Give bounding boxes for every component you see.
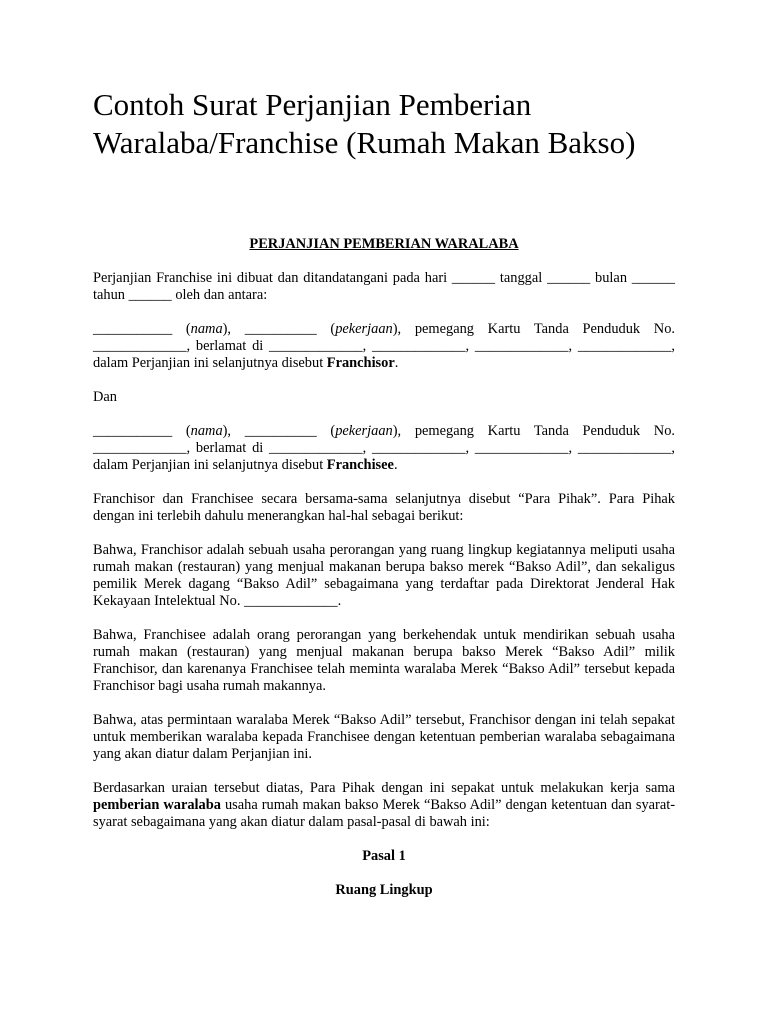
bahwa-paragraph-3: Bahwa, atas permintaan waralaba Merek “Bakso Adil” tersebut, Franchisor dengan ini telah sepakat untuk memberikan waralaba kepada Franchisee dengan ketentuan pemberian waralaba sebagaimana yang akan diatur dalam Perjanjian ini. (93, 712, 675, 762)
pasal-number: Pasal 1 (362, 848, 406, 864)
franchisor-role: Franchisor (326, 355, 395, 371)
name-blank: ___________ (93, 321, 173, 337)
document-body (93, 236, 675, 899)
pemberian-waralaba-bold: pemberian waralaba (93, 797, 221, 813)
intro-paragraph: Perjanjian Franchise ini dibuat dan ditandatangani pada hari ______ tanggal ______ bulan ______ tahun ______ oleh dan antara: (93, 270, 675, 303)
pekerjaan-label: pekerjaan (335, 423, 393, 439)
party-details: , pemegang Kartu Tanda Penduduk No. _____________, berlamat di _____________, _____________, _____________, _____________, dalam Perjanjian ini selanjutnya disebut (93, 321, 675, 371)
party-franchisor-paragraph: ___________ (nama), __________ (pekerjaan), pemegang Kartu Tanda Penduduk No. _____________, berlamat di _____________, _____________, _____________, _____________, dalam Perjanjian ini selanjutnya disebut Franchisor. (93, 321, 675, 371)
pekerjaan-label: pekerjaan (335, 321, 393, 337)
franchisee-role: Franchisee (326, 457, 394, 473)
pasal-title: Ruang Lingkup (335, 882, 433, 898)
job-blank: __________ (244, 423, 317, 439)
dan-text: Dan (93, 389, 117, 405)
berdasarkan-text-a: Berdasarkan uraian tersebut diatas, Para Pihak dengan ini sepakat untuk melakukan kerja sama (93, 780, 675, 796)
berdasarkan-text-b: usaha rumah makan bakso Merek “Bakso Adil” dengan ketentuan dan syarat-syarat sebagaimana yang akan diatur dalam pasal-pasal di bawah ini: (93, 797, 676, 830)
party-franchisee-paragraph: ___________ (nama), __________ (pekerjaan), pemegang Kartu Tanda Penduduk No. _____________, berlamat di _____________, _____________, _____________, _____________, dalam Perjanjian ini selanjutnya disebut Franchisee. (93, 423, 675, 473)
berdasarkan-paragraph (93, 780, 675, 831)
nama-label: nama (190, 321, 223, 337)
page-title: Contoh Surat Perjanjian Pemberian Waralaba/Franchise (Rumah Makan Bakso) (93, 87, 636, 160)
para-pihak-paragraph: Franchisor dan Franchisee secara bersama-sama selanjutnya disebut “Para Pihak”. Para Pihak dengan ini terlebih dahulu menerangkan hal-hal sebagai berikut: (93, 491, 675, 524)
bahwa-paragraph-1: Bahwa, Franchisor adalah sebuah usaha perorangan yang ruang lingkup kegiatannya meliputi usaha rumah makan (restauran) yang menjual makanan berupa bakso merek “Bakso Adil”, dan sekaligus pemilik Merek dagang “Bakso Adil” sebagaimana yang terdaftar pada Direktorat Jenderal Hak Kekayaan Intelektual No. _____________. (93, 542, 675, 609)
agreement-heading: PERJANJIAN PEMBERIAN WARALABA (249, 236, 519, 252)
name-blank: ___________ (93, 423, 173, 439)
job-blank: __________ (244, 321, 317, 337)
bahwa-paragraph-2: Bahwa, Franchisee adalah orang perorangan yang berkehendak untuk mendirikan sebuah usaha rumah makan (restauran) yang menjual makanan berupa bakso Merek “Bakso Adil” milik Franchisor, dan karenanya Franchisee telah meminta waralaba Merek “Bakso Adil” tersebut kepada Franchisor bagi usaha rumah makannya. (93, 627, 675, 694)
nama-label: nama (190, 423, 223, 439)
party-details: , pemegang Kartu Tanda Penduduk No. _____________, berlamat di _____________, _____________, _____________, _____________, dalam Perjanjian ini selanjutnya disebut (93, 423, 675, 473)
